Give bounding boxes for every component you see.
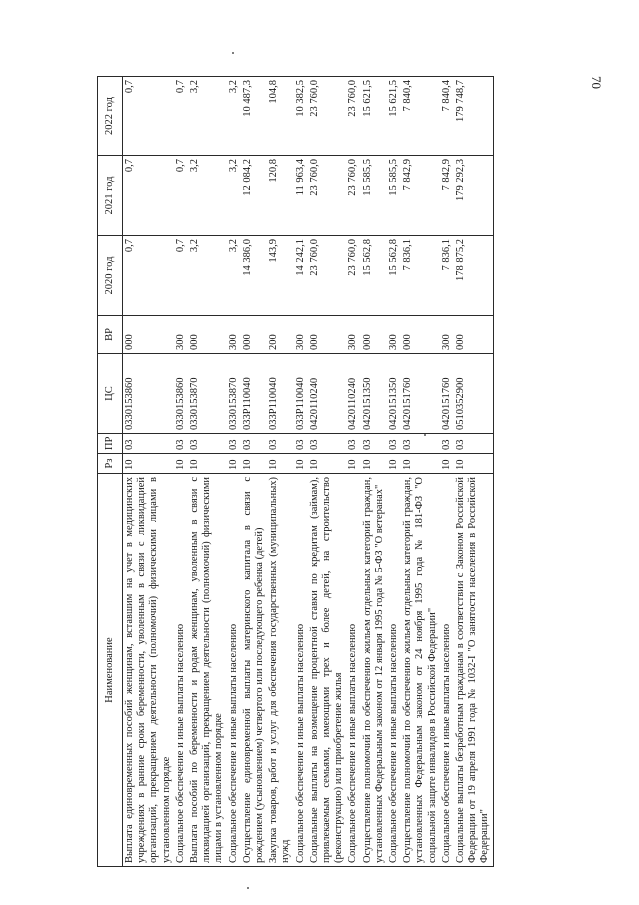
row-2021: 7 842,9 [440,156,454,236]
row-vr: 300 [294,316,308,354]
row-vr: 000 [123,316,174,354]
row-2022: 23 760,0 [346,77,360,156]
table-row [440,77,454,867]
row-cs: 0420110240 [346,354,360,434]
table-row [123,77,174,867]
row-name: Социальное обеспечение и иные выплаты населению [174,474,188,867]
row-cs: 0420110240 [308,354,347,434]
row-rz: 10 [308,454,347,474]
row-rz: 10 [401,454,440,474]
row-vr: 000 [308,316,347,354]
row-2021: 0,7 [174,156,188,236]
table-row [454,77,493,867]
row-2021: 23 760,0 [308,156,347,236]
row-2022: 7 840,4 [401,77,440,156]
row-pr: 03 [267,434,293,454]
row-2022: 23 760,0 [308,77,347,156]
table-row [401,77,440,867]
row-2021: 15 585,5 [387,156,401,236]
row-2022: 10 487,3 [241,77,267,156]
row-2022: 15 621,5 [361,77,387,156]
row-2022: 10 382,5 [294,77,308,156]
row-2022: 3,2 [227,77,241,156]
row-2020: 7 836,1 [440,236,454,316]
row-pr: 03 [294,434,308,454]
row-2022: 0,7 [123,77,174,156]
row-cs: 0330153870 [227,354,241,434]
row-2020: 0,7 [123,236,174,316]
row-2020: 14 242,1 [294,236,308,316]
row-pr: 03 [123,434,174,454]
table-row [361,77,387,867]
row-vr: 000 [241,316,267,354]
row-rz: 10 [241,454,267,474]
row-rz: 10 [387,454,401,474]
table-body [123,77,494,867]
row-vr: 000 [361,316,387,354]
row-rz: 10 [267,454,293,474]
row-name: Социальное обеспечение и иные выплаты населению [346,474,360,867]
row-name: Социальное обеспечение и иные выплаты населению [227,474,241,867]
row-rz: 10 [294,454,308,474]
row-name: Социальное обеспечение и иные выплаты населению [387,474,401,867]
table-header-row [98,77,123,867]
row-2020: 178 875,2 [454,236,493,316]
table-row [227,77,241,867]
row-pr: 03 [174,434,188,454]
row-pr: 03 [346,434,360,454]
header-vr: ВР [98,316,123,354]
row-name: Осуществление полномочий по обеспечению жильем отдельных категорий граждан, установленных Федеральным законом от 12 января 1995 года № 5-ФЗ "О ветеранах" [361,474,387,867]
row-name: Осуществление единовременной выплаты материнского капитала в связи с рождением (усыновлением) четвертого или последующего ребенка (детей) [241,474,267,867]
row-vr: 300 [174,316,188,354]
header-rz: Рз [98,454,123,474]
row-2022: 0,7 [174,77,188,156]
row-2020: 15 562,8 [361,236,387,316]
row-2022: 15 621,5 [387,77,401,156]
header-2021: 2021 год [98,156,123,236]
row-2021: 23 760,0 [346,156,360,236]
row-name: Социальные выплаты на возмещение процентной ставки по кредитам (займам), привлекаемым семьями, имеющими трех и более детей, на строительство (реконструкцию) или приобретение жилья [308,474,347,867]
row-pr: 03 [188,434,227,454]
row-rz: 10 [346,454,360,474]
row-name: Социальное обеспечение и иные выплаты населению [294,474,308,867]
row-vr: 200 [267,316,293,354]
row-cs: 0420151760 [401,354,440,434]
row-name: Социальные выплаты безработным гражданам в соответствии с Законом Российской Федерации от 19 апреля 1991 года № 1032-I "О занятости населения в Российской Федерации" [454,474,493,867]
row-2021: 3,2 [227,156,241,236]
row-2021: 7 842,9 [401,156,440,236]
row-2021: 120,8 [267,156,293,236]
row-2020: 7 836,1 [401,236,440,316]
table-row [346,77,360,867]
table-row [188,77,227,867]
row-vr: 300 [227,316,241,354]
row-2021: 179 292,3 [454,156,493,236]
row-vr: 300 [387,316,401,354]
scan-speck [424,434,426,436]
row-vr: 000 [454,316,493,354]
row-2021: 0,7 [123,156,174,236]
header-2022: 2022 год [98,77,123,156]
row-name: Выплата единовременных пособий женщинам, вставшим на учет в медицинских учреждениях в ранние сроки беременности, уволенным в связи с ликвидацией организаций, прекращением деятельности (полномочий) физическими лицами в установленном порядке [123,474,174,867]
row-2022: 179 748,7 [454,77,493,156]
row-2020: 15 562,8 [387,236,401,316]
row-cs: 0330153860 [123,354,174,434]
row-2020: 23 760,0 [346,236,360,316]
row-2020: 3,2 [227,236,241,316]
row-rz: 10 [188,454,227,474]
row-name: Осуществление полномочий по обеспечению жильем отдельных категорий граждан, установленных Федеральным законом от 24 ноября 1995 года № 181-ФЗ "О социальной защите инвалидов в Российской Федерации" [401,474,440,867]
row-vr: 300 [346,316,360,354]
row-2022: 3,2 [188,77,227,156]
row-pr: 03 [227,434,241,454]
row-name: Социальное обеспечение и иные выплаты населению [440,474,454,867]
row-cs: 033P110040 [241,354,267,434]
row-name: Выплата пособий по беременности и родам женщинам, уволенным в связи с ликвидацией организаций, прекращением деятельности (полномочий) физическими лицами в установленном порядке [188,474,227,867]
row-rz: 10 [174,454,188,474]
row-cs: 0330153860 [174,354,188,434]
row-pr: 03 [361,434,387,454]
table-row [241,77,267,867]
row-cs: 0420151760 [440,354,454,434]
row-cs: 033P110040 [267,354,293,434]
row-2020: 0,7 [174,236,188,316]
row-cs: 0330153870 [188,354,227,434]
header-cs: ЦС [98,354,123,434]
row-rz: 10 [227,454,241,474]
table-row [294,77,308,867]
row-pr: 03 [401,434,440,454]
table-row [387,77,401,867]
budget-table [97,76,494,867]
header-pr: ПР [98,434,123,454]
row-rz: 10 [361,454,387,474]
row-vr: 300 [440,316,454,354]
row-cs: 0420151350 [387,354,401,434]
row-2021: 15 585,5 [361,156,387,236]
row-2022: 7 840,4 [440,77,454,156]
row-pr: 03 [387,434,401,454]
row-pr: 03 [440,434,454,454]
budget-table-rotated [97,77,590,867]
header-name: Наименование [98,474,123,867]
table-row [267,77,293,867]
row-2020: 23 760,0 [308,236,347,316]
row-vr: 000 [401,316,440,354]
row-pr: 03 [308,434,347,454]
row-2022: 104,8 [267,77,293,156]
row-cs: 033P110040 [294,354,308,434]
row-2021: 3,2 [188,156,227,236]
row-name: Закупка товаров, работ и услуг для обеспечения государственных (муниципальных) нужд [267,474,293,867]
row-2021: 12 084,2 [241,156,267,236]
table-row [308,77,347,867]
row-2020: 14 386,0 [241,236,267,316]
row-cs: 0420151350 [361,354,387,434]
scan-speck [232,52,234,54]
row-pr: 03 [454,434,493,454]
row-rz: 10 [440,454,454,474]
page-number: 70 [589,76,604,89]
row-2020: 143,9 [267,236,293,316]
row-rz: 10 [454,454,493,474]
table-row [174,77,188,867]
row-rz: 10 [123,454,174,474]
row-2020: 3,2 [188,236,227,316]
row-vr: 000 [188,316,227,354]
row-cs: 0510352900 [454,354,493,434]
header-2020: 2020 год [98,236,123,316]
scan-speck [247,887,249,889]
row-2021: 11 963,4 [294,156,308,236]
row-pr: 03 [241,434,267,454]
